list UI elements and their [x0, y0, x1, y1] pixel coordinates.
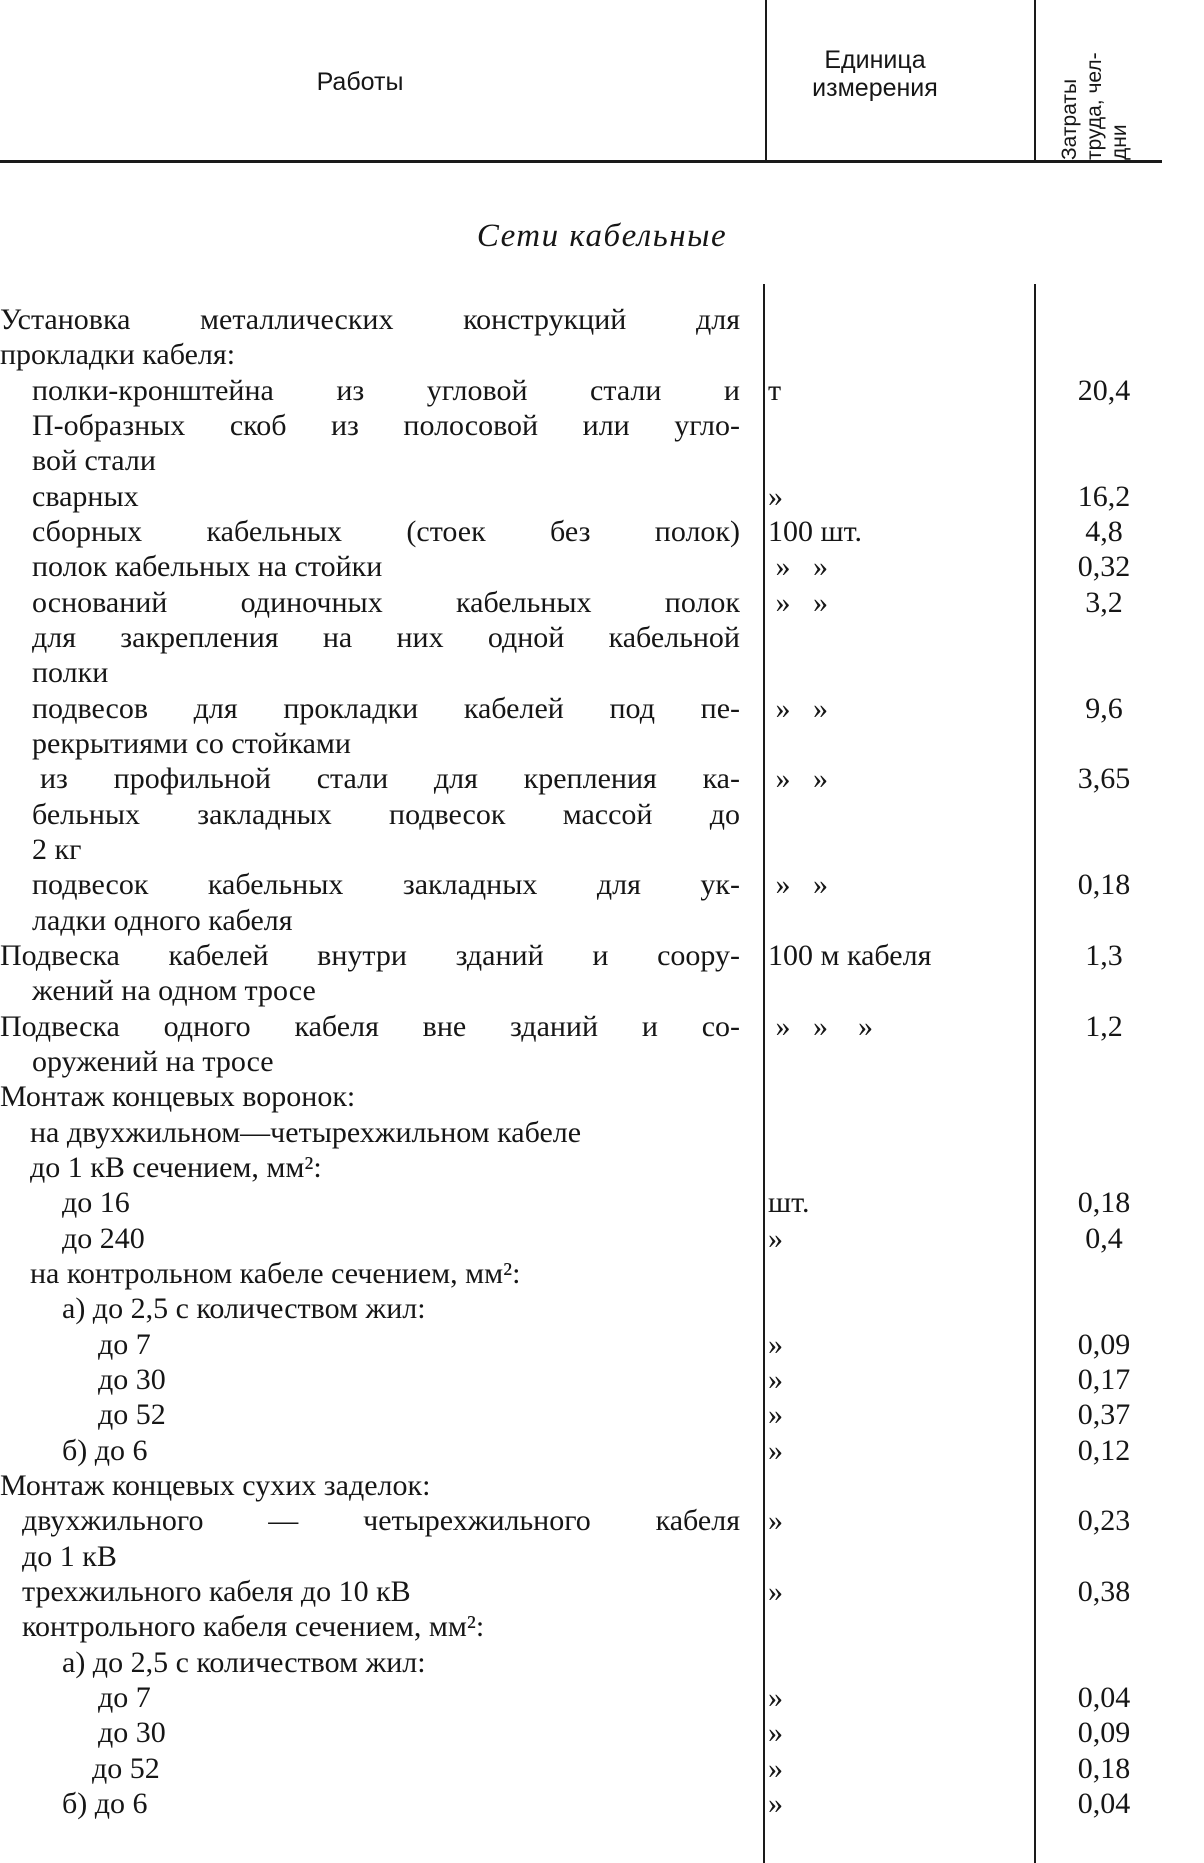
- row-labor-value: 0,32: [1077, 550, 1131, 583]
- row-work-text: до 52: [98, 1398, 166, 1431]
- table-row: [0, 1291, 1204, 1326]
- table-row: [0, 1256, 1204, 1291]
- row-work-text: рекрытиями со стойками: [32, 727, 351, 760]
- row-labor-value: 0,04: [1077, 1787, 1131, 1820]
- row-work-text: П-образных скоб из полосовой или угло-: [32, 409, 740, 442]
- row-labor-value: 9,6: [1085, 692, 1123, 725]
- row-work-text: вой стали: [32, 444, 156, 477]
- row-work-text: до 1 кВ: [22, 1540, 117, 1573]
- row-work-text: до 30: [98, 1716, 166, 1749]
- row-labor-value: 0,37: [1077, 1398, 1131, 1431]
- table-row: [0, 1150, 1204, 1185]
- table-row: [0, 479, 1204, 514]
- row-work-text: до 30: [98, 1363, 166, 1396]
- row-labor-value: 0,17: [1077, 1363, 1131, 1396]
- row-work-text: сварных: [32, 480, 139, 513]
- row-work-text: до 7: [98, 1681, 151, 1714]
- table-row: [0, 585, 1204, 620]
- row-unit: » »: [768, 586, 828, 619]
- row-unit: » »: [768, 692, 828, 725]
- table-row: [0, 337, 1204, 372]
- table-row: [0, 1044, 1204, 1079]
- row-work-text: до 7: [98, 1328, 151, 1361]
- row-work-text: бельных закладных подвесок массой до: [32, 798, 740, 831]
- row-work-text: для закрепления на них одной кабельной: [32, 621, 740, 654]
- table-row: [0, 302, 1204, 337]
- row-work-text: б) до 6: [62, 1434, 148, 1467]
- row-labor-value: 1,2: [1085, 1010, 1123, 1043]
- table-row: [0, 1327, 1204, 1362]
- row-work-text: на контрольном кабеле сечением, мм²:: [30, 1257, 521, 1290]
- row-labor-value: 0,18: [1077, 1186, 1131, 1219]
- table-row: [0, 1786, 1204, 1821]
- table-row: [0, 1574, 1204, 1609]
- row-unit: »: [768, 1575, 783, 1608]
- row-unit: »: [768, 1363, 783, 1396]
- row-unit: шт.: [768, 1186, 810, 1219]
- row-labor-value: 0,12: [1077, 1434, 1131, 1467]
- table-row: [0, 1221, 1204, 1256]
- row-unit: » »: [768, 762, 828, 795]
- row-unit: »: [768, 1716, 783, 1749]
- table-row: [0, 1539, 1204, 1574]
- row-unit: »: [768, 1681, 783, 1714]
- row-work-text: Установка металлических конструкций для: [0, 303, 740, 336]
- table-row: [0, 867, 1204, 902]
- table-row: [0, 408, 1204, 443]
- table-row: [0, 443, 1204, 478]
- row-labor-value: 0,09: [1077, 1328, 1131, 1361]
- table-row: [0, 373, 1204, 408]
- row-unit: 100 шт.: [768, 515, 862, 548]
- row-work-text: а) до 2,5 с количеством жил:: [62, 1292, 426, 1325]
- row-unit: »: [768, 1752, 783, 1785]
- table-row: [0, 1397, 1204, 1432]
- row-work-text: из профильной стали для крепления ка-: [40, 762, 740, 795]
- row-labor-value: 3,65: [1077, 762, 1131, 795]
- row-unit: »: [768, 1504, 783, 1537]
- row-unit: т: [768, 374, 782, 407]
- row-work-text: полок кабельных на стойки: [32, 550, 383, 583]
- row-work-text: Подвеска кабелей внутри зданий и соору-: [0, 939, 740, 972]
- table-row: [0, 549, 1204, 584]
- table-row: [0, 797, 1204, 832]
- row-work-text: Монтаж концевых сухих заделок:: [0, 1469, 431, 1502]
- header-divider-2: [1034, 0, 1036, 162]
- table-row: [0, 1680, 1204, 1715]
- row-labor-value: 20,4: [1077, 374, 1131, 407]
- row-work-text: до 1 кВ сечением, мм²:: [30, 1151, 322, 1184]
- table-row: [0, 1362, 1204, 1397]
- header-labor: Затраты труда, чел-дни: [1058, 52, 1131, 160]
- header-unit: Единица измерения: [812, 46, 938, 102]
- table-row: [0, 691, 1204, 726]
- table-row: [0, 832, 1204, 867]
- table-row: [0, 726, 1204, 761]
- row-work-text: Монтаж концевых воронок:: [0, 1080, 356, 1113]
- table-row: [0, 1079, 1204, 1114]
- table-row: [0, 973, 1204, 1008]
- header-work: Работы: [316, 68, 404, 96]
- row-unit: »: [768, 1434, 783, 1467]
- row-work-text: 2 кг: [32, 833, 82, 866]
- table-row: [0, 938, 1204, 973]
- row-unit: »: [768, 1398, 783, 1431]
- row-unit: »: [768, 1222, 783, 1255]
- table-row: [0, 655, 1204, 690]
- row-work-text: до 16: [62, 1186, 130, 1219]
- row-work-text: жений на одном тросе: [32, 974, 316, 1007]
- row-work-text: оружений на тросе: [32, 1045, 274, 1078]
- row-labor-value: 0,23: [1077, 1504, 1131, 1537]
- row-labor-value: 0,4: [1085, 1222, 1123, 1255]
- table-row: [0, 903, 1204, 938]
- row-labor-value: 0,09: [1077, 1716, 1131, 1749]
- header-divider-1: [765, 0, 767, 162]
- table-row: [0, 1503, 1204, 1538]
- row-work-text: а) до 2,5 с количеством жил:: [62, 1646, 426, 1679]
- row-work-text: до 52: [92, 1752, 160, 1785]
- table-row: [0, 761, 1204, 796]
- row-work-text: прокладки кабеля:: [0, 338, 236, 371]
- row-work-text: подвесок кабельных закладных для ук-: [32, 868, 740, 901]
- row-unit: »: [768, 1787, 783, 1820]
- row-labor-value: 0,38: [1077, 1575, 1131, 1608]
- row-work-text: б) до 6: [62, 1787, 148, 1820]
- table-row: [0, 1468, 1204, 1503]
- row-unit: » »: [768, 868, 828, 901]
- table-row: [0, 1433, 1204, 1468]
- section-title: Сети кабельные: [476, 218, 728, 254]
- row-unit: » » »: [768, 1010, 873, 1043]
- row-work-text: на двухжильном—четырехжильном кабеле: [30, 1116, 582, 1149]
- row-unit: »: [768, 1328, 783, 1361]
- table-row: [0, 514, 1204, 549]
- row-work-text: Подвеска одного кабеля вне зданий и со-: [0, 1010, 740, 1043]
- table-row: [0, 1609, 1204, 1644]
- row-labor-value: 1,3: [1085, 939, 1123, 972]
- row-labor-value: 16,2: [1077, 480, 1131, 513]
- row-work-text: до 240: [62, 1222, 145, 1255]
- table-row: [0, 1185, 1204, 1220]
- row-labor-value: 3,2: [1085, 586, 1123, 619]
- row-work-text: контрольного кабеля сечением, мм²:: [22, 1610, 485, 1643]
- table-row: [0, 1715, 1204, 1750]
- table-row: [0, 1009, 1204, 1044]
- row-labor-value: 0,18: [1077, 868, 1131, 901]
- row-work-text: сборных кабельных (стоек без полок): [32, 515, 740, 548]
- row-work-text: двухжильного — четырехжильного кабеля: [22, 1504, 740, 1537]
- row-work-text: полки: [32, 656, 109, 689]
- row-labor-value: 0,04: [1077, 1681, 1131, 1714]
- row-work-text: трехжильного кабеля до 10 кВ: [22, 1575, 411, 1608]
- row-labor-value: 0,18: [1077, 1752, 1131, 1785]
- row-unit: »: [768, 480, 783, 513]
- header-rule: [0, 160, 1162, 163]
- table-row: [0, 620, 1204, 655]
- row-unit: 100 м кабеля: [768, 939, 932, 972]
- table-row: [0, 1751, 1204, 1786]
- table-row: [0, 1115, 1204, 1150]
- row-work-text: полки-кронштейна из угловой стали и: [32, 374, 740, 407]
- row-labor-value: 4,8: [1085, 515, 1123, 548]
- row-unit: » »: [768, 550, 828, 583]
- table-row: [0, 1645, 1204, 1680]
- row-work-text: подвесов для прокладки кабелей под пе-: [32, 692, 740, 725]
- row-work-text: оснований одиночных кабельных полок: [32, 586, 740, 619]
- row-work-text: ладки одного кабеля: [32, 904, 293, 937]
